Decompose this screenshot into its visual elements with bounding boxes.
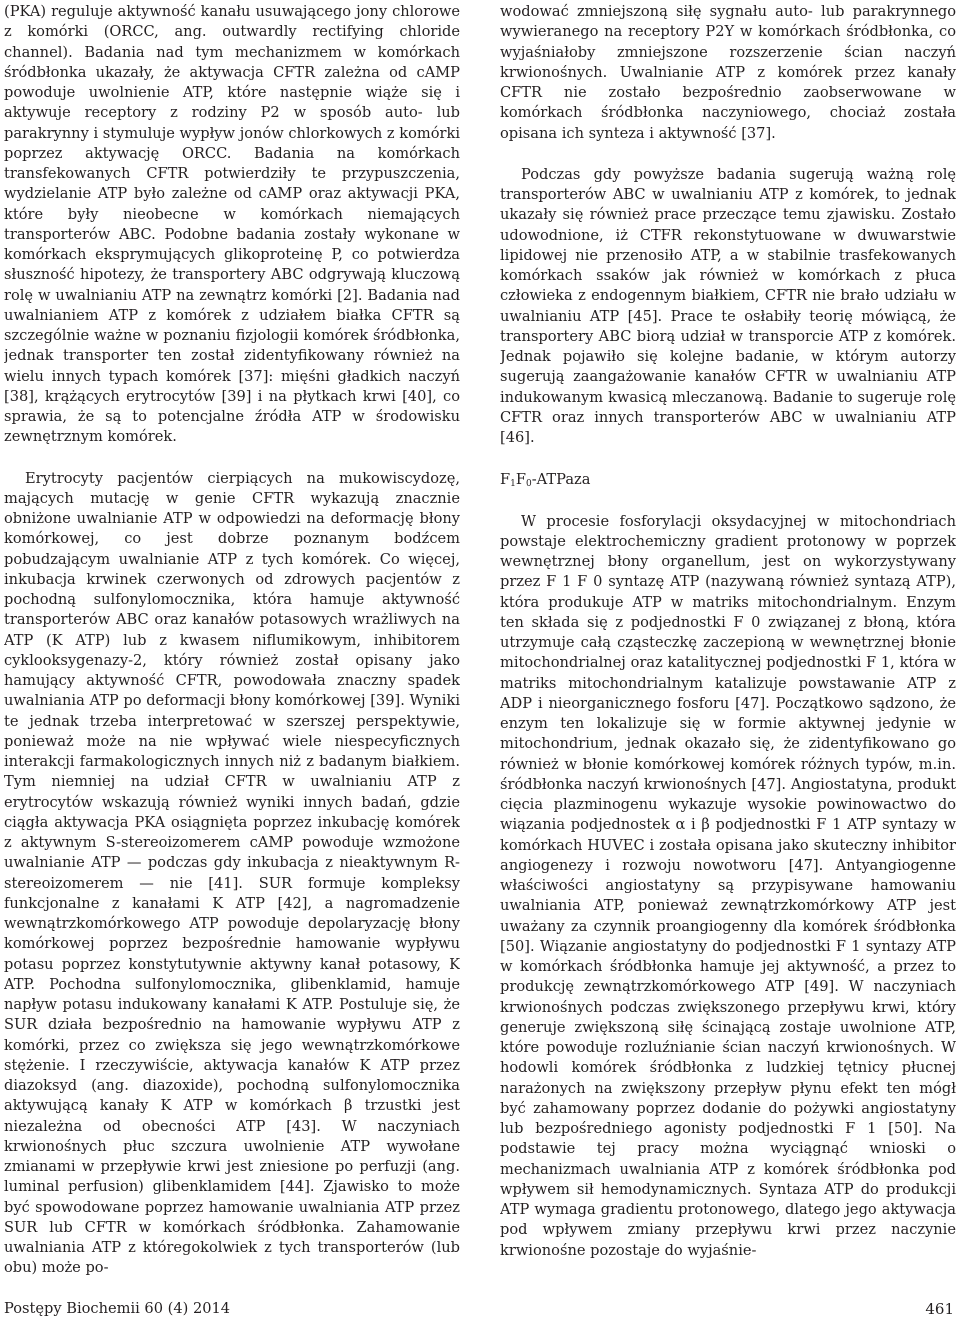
left-column [4,2,460,1292]
page-number: 461 [925,1300,954,1318]
right-paragraph-2: Podczas gdy powyższe badania sugerują ważną rolę transporterów ABC w uwalnianiu ATP z komórek, to jednak ukazały się również prace przeczące temu zjawisku. Zostało udowodnione, iż CTFR rekonstytuowane w dwuwarstwie lipidowej nie przenosiło ATP, a w stabilnie trasfekowanych komórkach ssaków jak również w komórkach z płuca człowieka z endogennym białkiem, CFTR nie brało udziału w uwalnianiu ATP [45]. Prace te osłabiły teorię mówiącą, że transportery ABC biorą udział w transporcie ATP z komórek. Jednak pojawiło się kolejne badanie, w którym autorzy sugerują zaangażowanie kanałów CFTR w uwalnianiu ATP indukowanym kwasicą mleczanową. Badanie to sugeruje rolę CFTR oraz innych transporterów ABC w uwalnianiu ATP [46]. [500,165,956,446]
section-heading: $F_1F_0$-ATPaza [500,471,591,490]
right-paragraph-1: wodować zmniejszoną siłę sygnału auto- lub parakrynnego wywieranego na receptory P2Y w komórkach śródbłonka, co wyjaśniałoby zmniejszone rozszerzenie ścian naczyń krwionośnych. Uwalnianie ATP z komórek przez kanały CFTR nie zostało bezpośrednio zaobserwowane w komórkach śródbłonka naczyniowego, chociaż została opisana ich synteza i aktywność [37]. [500,3,956,142]
right-paragraph-3: W procesie fosforylacji oksydacyjnej w mitochondriach powstaje elektrochemiczny gradient protonowy w poprzek wewnętrznej błony organellum, jest on wykorzystywany przez F 1 F 0 syntazę ATP (nazywaną również syntazą ATP), która produkuje ATP w matriks mitochondrialnym. Enzym ten składa się z podjednostki F 0 związanej z błoną, która utrzymuje całą cząsteczkę zaczepioną w wewnętrznej błonie mitochondrialnej oraz katalitycznej podjednostki F 1, która w matriks mitochondrialnym katalizuje powstawanie ATP z ADP i nieorganicznego fosforu [47]. Początkowo sądzono, że enzym ten lokalizuje się w formie aktywnej jedynie w mitochondrium, jednak okazało się, że zidentyfikowano go również w błonie komórkowej komórek różnych typów, m.in. śródbłonka naczyń krwionośnych [47]. Angiostatyna, produkt cięcia plazminogenu wykazuje wysokie powinowactwo do wiązania podjednostek α i β podjednostki F 1 ATP syntazy w komórkach HUVEC i została opisana jako skuteczny inhibitor angiogenezy i rozwoju nowotworu [47]. Antyangiogenne właściwości angiostatyny są przypisywane hamowaniu uwalniania ATP, ponieważ zewnątrzkomórkowy ATP jest uważany za czynnik proangiogenny dla komórek śródbłonka [50]. Wiązanie angiostatyny do podjednostki F 1 syntazy ATP w komórkach śródbłonka hamuje jej aktywność, a przez to produkcję zewnątrzkomórkowego ATP [49]. W naczyniach krwionośnych podczas zwiększonego przepływu krwi, który generuje zwiększoną siłę ścinającą zostaje uwolnione ATP, które powoduje rozluźnianie ścian naczyń krwionośnych. W hodowli komórek śródbłonka z ludzkiej tętnicy płucnej narażonych na zwiększony przepływ płynu efekt ten mógł być zahamowany poprzez dodanie do pożywki angiostatyny lub bezpośredniego agonisty podjednostki F 1 [50]. Na podstawie tej pracy można wyciągnąć wnioski o mechanizmach uwalniania ATP z komórek śródbłonka pod wpływem sił hemodynamicznych. Syntaza ATP do produkcji ATP wymaga gradientu protonowego, dlatego jego aktywacja pod wpływem zmiany przepływu krwi przez naczynie krwionośne pozostaje do wyjaśnie- [500,512,956,1259]
left-paragraph-1: (PKA) reguluje aktywność kanału usuwającego jony chlorowe z komórki (ORCC, ang. outwardly rectifying chloride channel). Badania nad tym mechanizmem w komórkach śródbłonka ukazały, że aktywacja CFTR zależna od cAMP powoduje uwolnienie ATP, które następnie wiąże się i aktywuje receptory z rodziny P2 w sposób auto- lub parakrynny i stymuluje wypływ jonów chlorkowych z komórki poprzez aktywację ORCC. Badania na komórkach transfekowanych CFTR potwierdziły te przypuszczenia, wydzielanie ATP było zależne od cAMP oraz aktywacji PKA, które były nieobecne w komórkach niemających transporterów ABC. Podobne badania zostały wykonane w komórkach eksprymujących glikoproteinę P, co potwierdza słuszność hipotezy, że transportery ABC odgrywają kluczową rolę w uwalnianiu ATP na zewnątrz komórki [2]. Badania nad uwalnianiem ATP z komórek z udziałem białka CFTR są szczególnie ważne w poznaniu fizjologii komórek śródbłonka, jednak transporter ten został zidentyfikowany również na wielu innych typach komórek [37]: mięśni gładkich naczyń [38], krążących erytrocytów [39] i na płytkach krwi [40], co sprawia, że są to potencjalne źródła ATP w środowisku zewnętrznym komórek. [4,3,460,446]
journal-footer: Postępy Biochemii 60 (4) 2014 [4,1300,231,1317]
left-paragraph-2: Erytrocyty pacjentów cierpiących na mukowiscydozę, mających mutację w genie CFTR wykazują znacznie obniżone uwalnianie ATP w odpowiedzi na deformację błony komórkowej, co jest dobrze poznanym bodźcem pobudzającym uwalnianie ATP z tych komórek. Co więcej, inkubacja krwinek czerwonych od zdrowych pacjentów z pochodną sulfonylomocznika, która hamuje aktywność transporterów ABC oraz kanałów potasowych wrażliwych na ATP (K ATP) lub z kwasem niflumikowym, inhibitorem cyklooksygenazy-2, który również został opisany jako hamujący aktywność CFTR, powodowała znaczny spadek uwalniania ATP po deformacji błony komórkowej [39]. Wyniki te jednak trzeba interpretować w szerszej perspektywie, ponieważ może na nie wpływać wiele niespecyficznych interakcji farmakologicznych innych niż z badanym białkiem. Tym niemniej na udział CFTR w uwalnianiu ATP z erytrocytów wskazują również wyniki innych badań, gdzie ciągła aktywacja PKA osiągnięta poprzez inkubację komórek z aktywnym S-stereoizomerem cAMP powoduje wzmożone uwalnianie ATP — podczas gdy inkubacja z nieaktywnym R-stereoizomerem — nie [41]. SUR formuje kompleksy funkcjonalne z kanałami K ATP [42], a nagromadzenie wewnątrzkomórkowego ATP powoduje depolaryzację błony komórkowej poprzez bezpośrednie hamowanie wypływu potasu poprzez konstytutywnie aktywny kanał potasowy, K ATP. Pochodna sulfonylomocznika, glibenklamid, hamuje napływ potasu indukowany kanałami K ATP. Postuluje się, że SUR działa bezpośrednio na hamowanie wypływu ATP z komórki, przez co zwiększa się jego wewnątrzkomórkowe stężenie. I rzeczywiście, aktywacja kanałów K ATP przez diazoksyd (ang. diazoxide), pochodną sulfonylomocznika aktywującą kanały K ATP w komórkach β trzustki jest niezależna od obecności ATP [43]. W naczyniach krwionośnych płuc szczura uwolnienie ATP wywołane zmianami w przepływie krwi jest zniesione po perfuzji (ang. luminal perfusion) glibenklamidem [44]. Zjawisko to może być spowodowane poprzez hamowanie uwalniania ATP przez SUR lub CFTR w komórkach śródbłonka. Zahamowanie uwalniania ATP z któregokolwiek z tych transporterów (lub obu) może po- [4,469,460,1277]
right-column [500,2,956,1294]
